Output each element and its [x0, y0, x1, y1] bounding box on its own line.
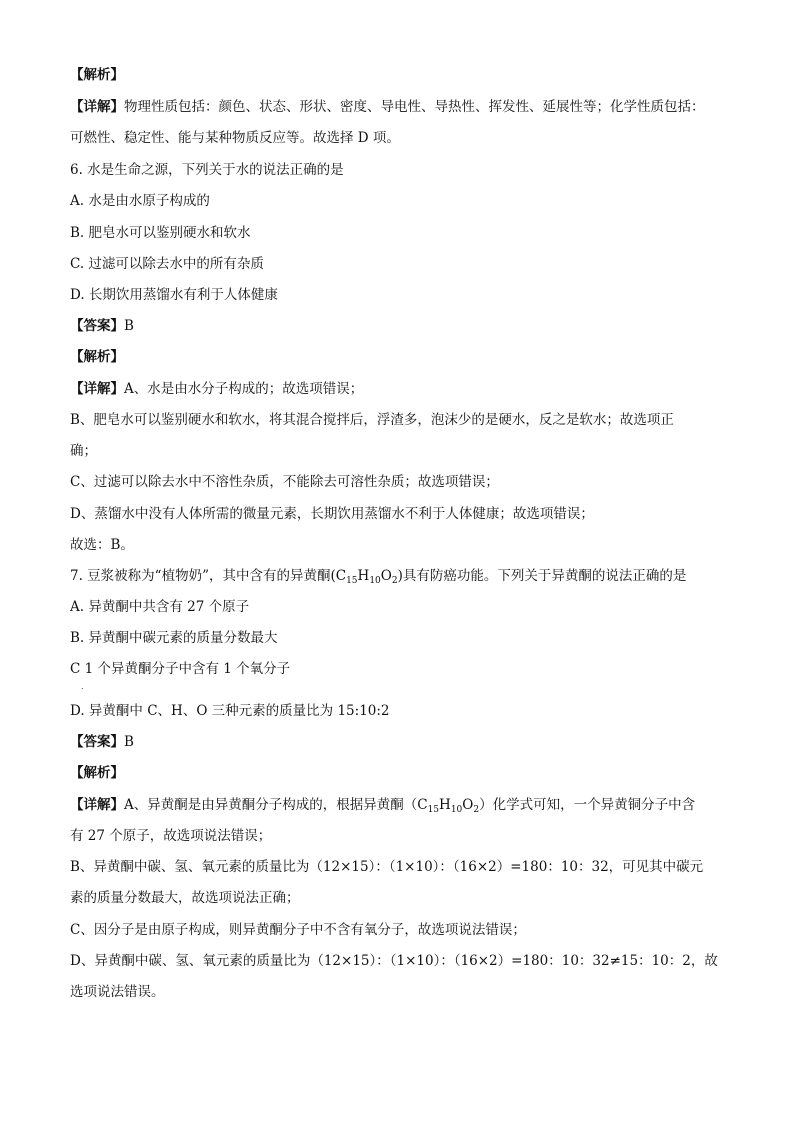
detail-text: D、蒸馏水中没有人体所需的微量元素，长期饮用蒸馏水不利于人体健康；故选项错误； [70, 506, 594, 522]
question-6-conclusion [70, 536, 134, 554]
question-7-detail-b [70, 858, 703, 876]
analysis-tag: 【解析】 [70, 765, 124, 781]
question-7-option-b [70, 629, 278, 647]
subscript: 2 [391, 576, 398, 586]
option-text: A. 水是由水原子构成的 [70, 193, 210, 209]
subscript: 10 [369, 576, 381, 586]
analysis-tag: 【解析】 [70, 349, 124, 365]
detail-tag: 【详解】 [70, 797, 124, 813]
stray-dot: . [81, 682, 84, 691]
question-7-option-a [70, 598, 249, 616]
question-6-detail-b [70, 411, 674, 429]
question-7-answer [70, 733, 134, 751]
question-7-option-d [70, 702, 390, 720]
detail-text: B、异黄酮中碳、氢、氧元素的质量比为（12×15）：（1×10）：（16×2）=180：10：32，可见其中碳元 [70, 859, 704, 875]
question-7-detail-d-cont [70, 983, 165, 1001]
formula-letter: H [357, 568, 370, 584]
option-text: D. 长期饮用蒸馏水有利于人体健康 [70, 287, 278, 303]
question-6-stem [70, 161, 344, 179]
formula-letter: O [462, 797, 474, 813]
formula-letter: H [439, 797, 451, 813]
detail-line [70, 129, 400, 147]
question-6-answer [70, 317, 134, 335]
answer-value: B [124, 734, 134, 750]
question-text: 7. 豆浆被称为“植物奶”，其中含有的异黄酮(C [70, 568, 347, 584]
detail-text: D、异黄酮中碳、氢、氧元素的质量比为（12×15）：（1×10）：（16×2）=180：10：32≠15：10：2，故 [70, 953, 718, 969]
question-7-option-c [70, 660, 290, 678]
question-6-option-a [70, 192, 210, 210]
detail-text: 可燃性、稳定性、能与某种物质反应等。故选择 D 项。 [70, 130, 400, 146]
answer-tag: 【答案】 [70, 734, 124, 750]
detail-text: A、水是由水分子构成的；故选项错误； [124, 381, 364, 397]
analysis-tag: 【解析】 [70, 67, 124, 83]
option-text: C. 过滤可以除去水中的所有杂质 [70, 256, 264, 272]
question-6-detail-c [70, 473, 499, 491]
question-6-detail-b-cont [70, 442, 97, 460]
detail-text: 物理性质包括：颜色、状态、形状、密度、导电性、导热性、挥发性、延展性等；化学性质包括： [124, 99, 705, 115]
detail-text: C、因分子是由原子构成，则异黄酮分子中不含有氧分子，故选项说法错误； [70, 922, 526, 938]
question-7-detail-d [70, 952, 718, 970]
subscript: 15 [427, 805, 440, 815]
question-7-detail-b-cont [70, 889, 300, 907]
question-text: )具有防癌功能。下列关于异黄酮的说法正确的是 [397, 568, 687, 584]
detail-text: ）化学式可知，一个异黄铜分子中含 [479, 797, 696, 813]
detail-text: 故选：B。 [70, 537, 134, 553]
detail-text: B、肥皂水可以鉴别硬水和软水，将其混合搅拌后，浮渣多，泡沫少的是硬水，反之是软水；故选项正 [70, 412, 674, 428]
subscript: 10 [450, 805, 463, 815]
subscript: 2 [473, 805, 480, 815]
detail-tag: 【详解】 [70, 99, 124, 115]
detail-text: C、过滤可以除去水中不溶性杂质，不能除去可溶性杂质；故选项错误； [70, 474, 499, 490]
question-6-detail-d [70, 505, 594, 523]
detail-text: A、异黄酮是由异黄酮分子构成的，根据异黄酮（C [124, 797, 428, 813]
detail-tag: 【详解】 [70, 381, 124, 397]
question-7-detail-a-cont [70, 827, 271, 845]
analysis-heading [70, 66, 124, 84]
subscript: 15 [346, 576, 358, 586]
detail-text: 有 27 个原子，故选项说法错误； [70, 828, 272, 844]
question-7-detail-c [70, 921, 526, 939]
question-text: 6. 水是生命之源，下列关于水的说法正确的是 [70, 162, 344, 178]
question-6-option-d [70, 286, 278, 304]
detail-text: 确； [70, 443, 97, 459]
option-text: A. 异黄酮中共含有 27 个原子 [70, 599, 250, 615]
question-6-option-c [70, 255, 264, 273]
answer-value: B [124, 318, 134, 334]
detail-text: 选项说法错误。 [70, 984, 165, 1000]
detail-line [70, 98, 705, 116]
detail-text: 素的质量分数最大，故选项说法正确； [70, 890, 300, 906]
question-7-detail-a [70, 796, 695, 814]
formula-letter: O [380, 568, 392, 584]
question-7-stem [70, 567, 686, 585]
option-text: B. 异黄酮中碳元素的质量分数最大 [70, 630, 278, 646]
question-6-detail-a [70, 380, 363, 398]
answer-tag: 【答案】 [70, 318, 124, 334]
question-6-analysis-heading [70, 348, 124, 366]
option-text: C 1 个异黄酮分子中含有 1 个氧分子 [70, 661, 291, 677]
question-7-analysis-heading [70, 764, 124, 782]
option-text: D. 异黄酮中 C、H、O 三种元素的质量比为 15:10:2 [70, 703, 390, 719]
question-6-option-b [70, 224, 251, 242]
option-text: B. 肥皂水可以鉴别硬水和软水 [70, 225, 251, 241]
